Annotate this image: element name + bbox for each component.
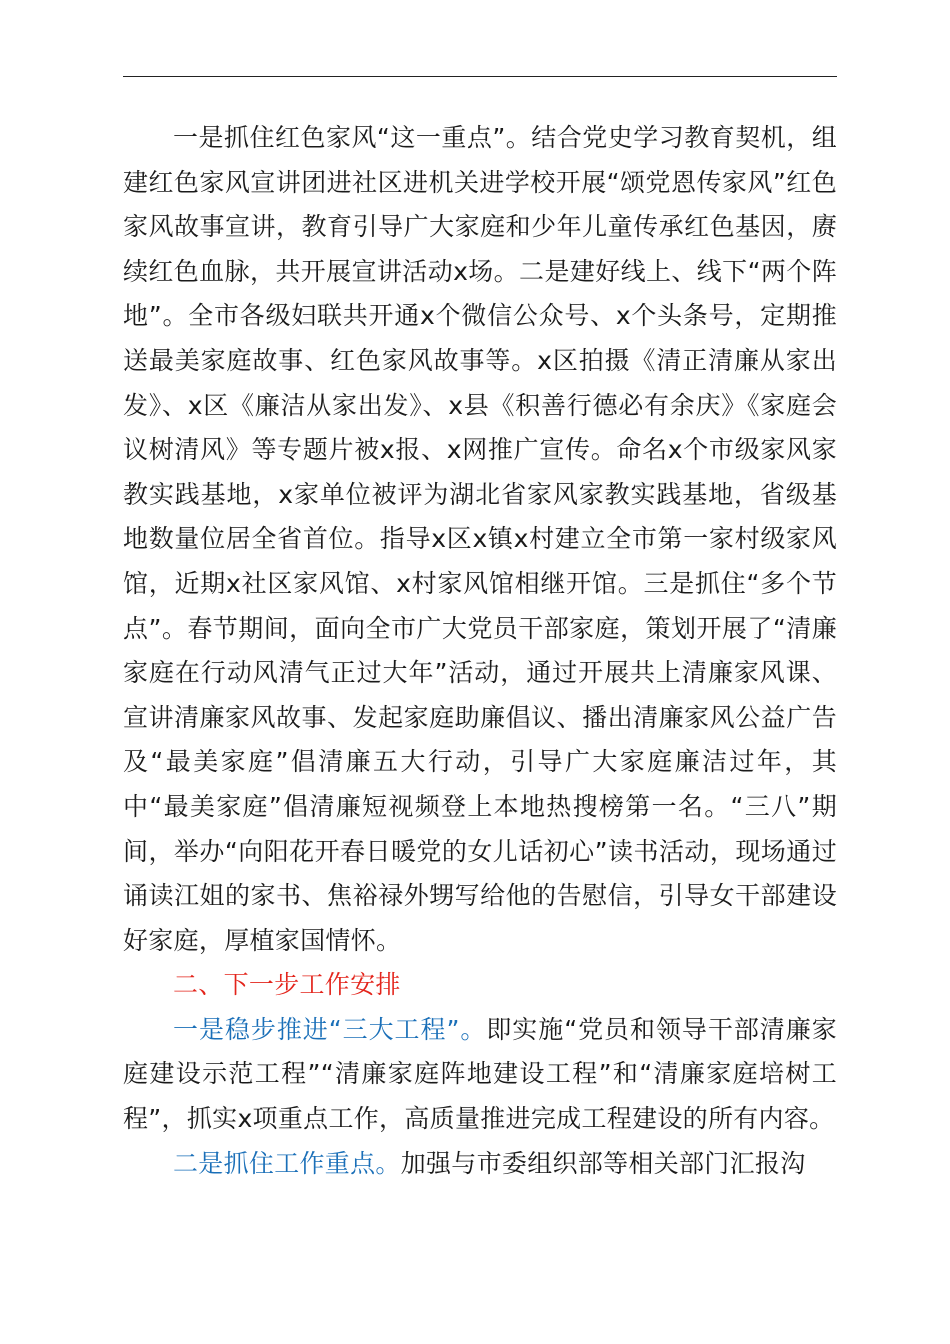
paragraph-item-1 (123, 1008, 837, 1142)
header-rule (123, 76, 837, 77)
item-2-lead: 二是抓住工作重点。 (173, 1148, 401, 1178)
paragraph-1: 一是抓住红色家风“这一重点”。结合党史学习教育契机，组建红色家风宣讲团进社区进机关进学校开展“颂党恩传家风”红色家风故事宣讲，教育引导广大家庭和少年儿童传承红色基因，赓续红色血脉，共开展宣讲活动x场。二是建好线上、线下“两个阵地”。全市各级妇联共开通x个微信公众号、x个头条号，定期推送最美家庭故事、红色家风故事等。x区拍摄《清正清廉从家出发》、x区《廉洁从家出发》、x县《积善行德必有余庆》《家庭会议树清风》等专题片被x报、x网推广宣传。命名x个市级家风家教实践基地，x家单位被评为湖北省家风家教实践基地，省级基地数量位居全省首位。指导x区x镇x村建立全市第一家村级家风馆，近期x社区家风馆、x村家风馆相继开馆。三是抓住“多个节点”。春节期间，面向全市广大党员干部家庭，策划开展了“清廉家庭在行动风清气正过大年”活动，通过开展共上清廉家风课、宣讲清廉家风故事、发起家庭助廉倡议、播出清廉家风公益广告及“最美家庭”倡清廉五大行动，引导广大家庭廉洁过年，其中“最美家庭”倡清廉短视频登上本地热搜榜第一名。“三八”期间，举办“向阳花开春日暖党的女儿话初心”读书活动，现场通过诵读江姐的家书、焦裕禄外甥写给他的告慰信，引导女干部建设好家庭，厚植家国情怀。 (123, 123, 837, 955)
item-1-body: 即实施“党员和领导干部清廉家庭建设示范工程”“清廉家庭阵地建设工程”和“清廉家庭培树工程”，抓实x项重点工作，高质量推进完成工程建设的所有内容。 (123, 1014, 837, 1134)
section-heading-2: 二、下一步工作安排 (173, 970, 401, 1000)
document-body (123, 116, 837, 1186)
item-1-lead: 一是稳步推进“三大工程”。 (173, 1014, 487, 1044)
item-2-body: 加强与市委组织部等相关部门汇报沟 (400, 1148, 806, 1178)
paragraph-item-2 (123, 1142, 837, 1187)
